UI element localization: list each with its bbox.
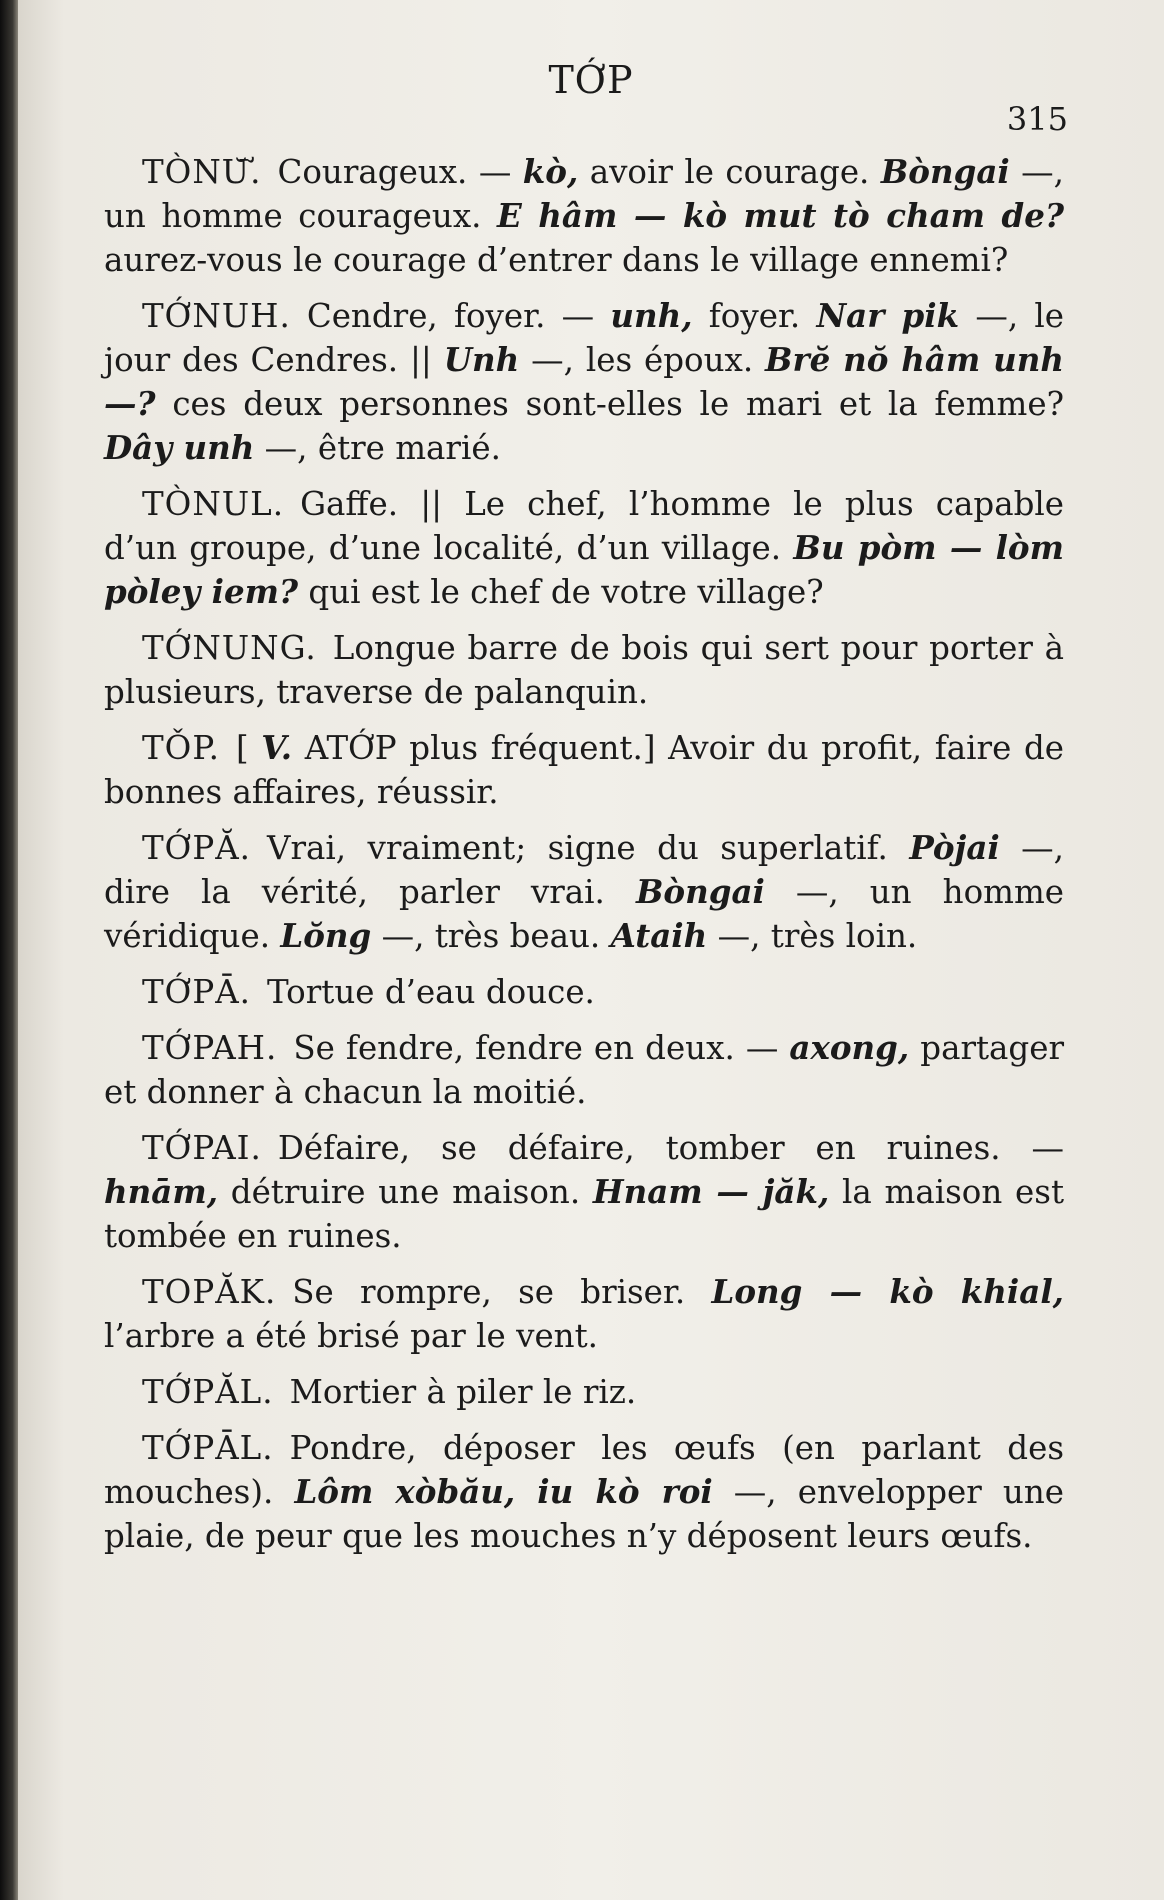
entry-text: ATỚP plus fréquent.] Avoir du profit, faire de bonnes affaires, réussir. — [104, 729, 1065, 811]
entry-example: Hnam — jăk, — [592, 1172, 830, 1211]
dictionary-entry — [104, 970, 1064, 1014]
entry-example: Long — kò khial, — [711, 1272, 1064, 1311]
entry-text: —, envelopper une plaie, de peur que les mouches n’y déposent leurs œufs. — [104, 1473, 1064, 1555]
entry-example: Bu pòm — lòm pòley iem? — [104, 528, 1064, 611]
entry-text: avoir le courage. — [578, 153, 881, 191]
entry-text: —, les époux. — [519, 341, 765, 379]
entry-headword: TǑP. — [142, 729, 220, 767]
entry-text: partager et donner à chacun la moitié. — [104, 1029, 1064, 1111]
entry-example: kò, — [522, 152, 579, 191]
entry-headword: TỚNUNG. — [142, 629, 317, 667]
book-spine-shadow — [0, 0, 18, 1900]
entry-text: —, un homme courageux. — [104, 153, 1064, 235]
running-head: TỚP — [548, 58, 634, 102]
entry-example: Pòjai — [909, 828, 1000, 867]
entry-example: Nar pik — [816, 296, 960, 335]
dictionary-entry — [104, 1270, 1064, 1358]
entry-text: Défaire, se défaire, tomber en ruines. — — [277, 1129, 1064, 1167]
entry-text: ces deux personnes sont-elles le mari et la femme? — [155, 385, 1064, 423]
entry-text: Courageux. — — [277, 153, 523, 191]
dictionary-entry — [104, 1426, 1064, 1558]
entry-example: V. — [261, 728, 293, 767]
dictionary-entry — [104, 1370, 1064, 1414]
entry-example: axong, — [789, 1028, 910, 1067]
entry-text: Se rompre, se briser. — [292, 1273, 712, 1311]
entry-text: —, dire la vérité, parler vrai. — [104, 829, 1064, 911]
entry-text: —, très beau. — [371, 917, 611, 955]
dictionary-entry — [104, 726, 1064, 814]
entry-example: Brĕ nŏ hâm unh —? — [104, 340, 1065, 423]
entry-list — [104, 150, 1064, 1570]
entry-text: foyer. — [692, 297, 817, 335]
entry-text: détruire une maison. — [218, 1173, 593, 1211]
entry-text: aurez-vous le courage d’entrer dans le village ennemi? — [104, 241, 1009, 279]
entry-example: hnām, — [104, 1172, 219, 1211]
entry-headword: TỚPĀL. — [142, 1429, 274, 1467]
entry-headword: TỚPAH. — [142, 1029, 278, 1067]
entry-example: Unh — [443, 340, 520, 379]
entry-headword: TÒNUL. — [142, 485, 285, 523]
entry-headword: TỚNUH. — [142, 297, 291, 335]
entry-headword: TỚPAI. — [142, 1129, 262, 1167]
entry-text: la maison est tombée en ruines. — [104, 1173, 1064, 1255]
entry-headword: TỚPĂL. — [142, 1373, 274, 1411]
dictionary-entry — [104, 150, 1064, 282]
dictionary-entry — [104, 294, 1064, 470]
entry-example: Bòngai — [635, 872, 765, 911]
entry-text: —, être marié. — [254, 429, 501, 467]
entry-text: —, un homme véridique. — [104, 873, 1065, 955]
entry-text: —, le jour des Cendres. || — [104, 297, 1064, 379]
entry-example: E hâm — kò mut tò cham de? — [497, 196, 1065, 235]
entry-text: qui est le chef de votre village? — [298, 573, 824, 611]
entry-text: Cendre, foyer. — — [306, 297, 611, 335]
dictionary-page — [18, 0, 1164, 1900]
dictionary-entry — [104, 626, 1064, 714]
dictionary-entry — [104, 1026, 1064, 1114]
dictionary-entry — [104, 1126, 1064, 1258]
dictionary-entry — [104, 482, 1064, 614]
entry-example: Dây unh — [104, 428, 255, 467]
entry-example: Ataih — [610, 916, 708, 955]
entry-text: [ — [235, 729, 262, 767]
entry-text: Mortier à piler le riz. — [289, 1373, 637, 1411]
entry-text: —, très loin. — [707, 917, 918, 955]
entry-text: Pondre, déposer les œufs (en parlant des mouches). — [104, 1429, 1064, 1511]
entry-text: Se fendre, fendre en deux. — — [293, 1029, 790, 1067]
entry-text: Vrai, vraiment; signe du superlatif. — [267, 829, 910, 867]
entry-text: l’arbre a été brisé par le vent. — [104, 1317, 599, 1355]
entry-text: Tortue d’eau douce. — [267, 973, 595, 1011]
dictionary-entry — [104, 826, 1064, 958]
entry-example: Bòngai — [880, 152, 1010, 191]
entry-text: Gaffe. || Le chef, l’homme le plus capable d’un groupe, d’une localité, d’un village. — [104, 485, 1064, 567]
entry-text: Longue barre de bois qui sert pour porter à plusieurs, traverse de palanquin. — [104, 629, 1064, 711]
page-number: 315 — [1006, 100, 1068, 138]
entry-headword: TỚPĂ. — [142, 829, 251, 867]
entry-headword: TÒNƯ̆. — [142, 153, 262, 191]
entry-headword: TOPĂK. — [142, 1273, 277, 1311]
entry-example: Lŏng — [280, 916, 372, 955]
entry-example: Lôm xòbău, iu kò roi — [294, 1472, 713, 1511]
entry-example: unh, — [610, 296, 693, 335]
entry-headword: TỚPĀ. — [142, 973, 251, 1011]
